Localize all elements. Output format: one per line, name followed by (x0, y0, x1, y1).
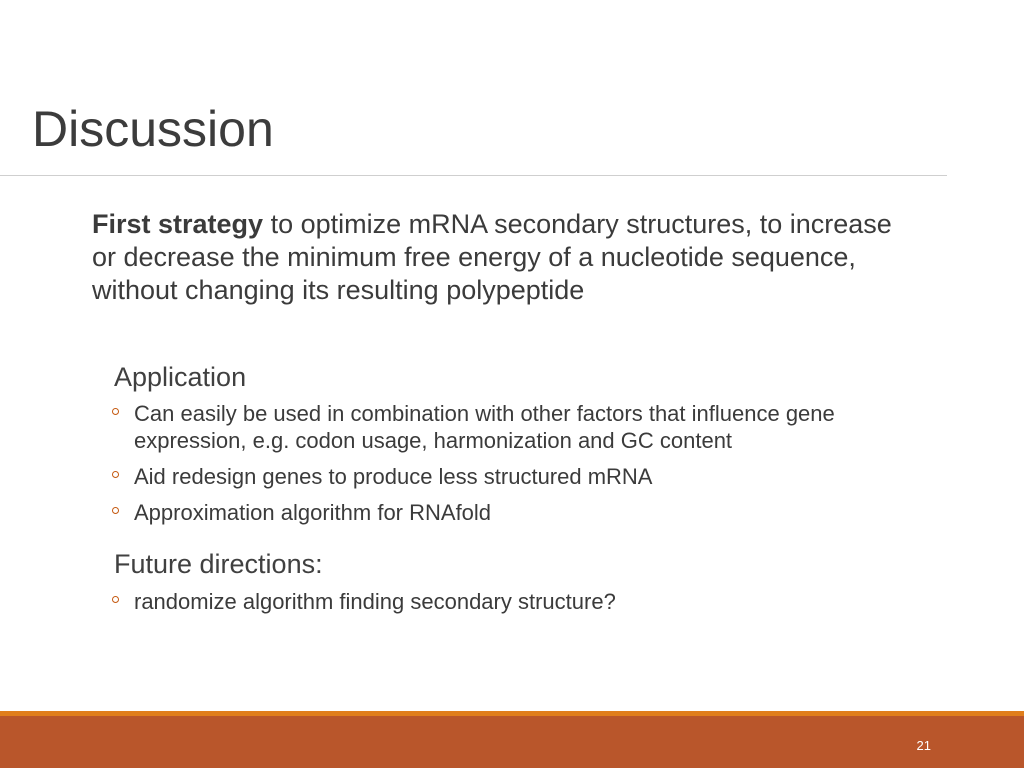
application-bullet-list (112, 400, 932, 535)
lead-text: to optimize mRNA secondary structures, to increase or decrease the minimum free energy of a nucleotide sequence, without changing its resulting polypeptide (92, 209, 892, 305)
lead-bold-text: First strategy (92, 209, 264, 239)
slide-title: Discussion (32, 101, 274, 157)
future-directions-bullet-list (112, 588, 932, 624)
footer-bar (0, 716, 1024, 768)
bullet-item (112, 588, 932, 615)
bullet-item (112, 499, 932, 526)
page-number: 21 (916, 738, 931, 753)
circle-bullet-icon (112, 507, 119, 514)
lead-paragraph (92, 208, 912, 307)
bullet-text: Approximation algorithm for RNAfold (134, 500, 492, 525)
bullet-text: Can easily be used in combination with other factors that influence gene expression, e.g. codon usage, harmonization and GC content (134, 401, 835, 453)
bullet-text: Aid redesign genes to produce less structured mRNA (134, 464, 653, 489)
bullet-text: randomize algorithm finding secondary structure? (134, 589, 616, 614)
circle-bullet-icon (112, 408, 119, 415)
title-divider (0, 175, 947, 176)
bullet-item (112, 400, 932, 454)
section-heading-application: Application (114, 362, 247, 392)
circle-bullet-icon (112, 596, 119, 603)
bullet-item (112, 463, 932, 490)
circle-bullet-icon (112, 471, 119, 478)
section-heading-future-directions: Future directions: (114, 549, 323, 579)
